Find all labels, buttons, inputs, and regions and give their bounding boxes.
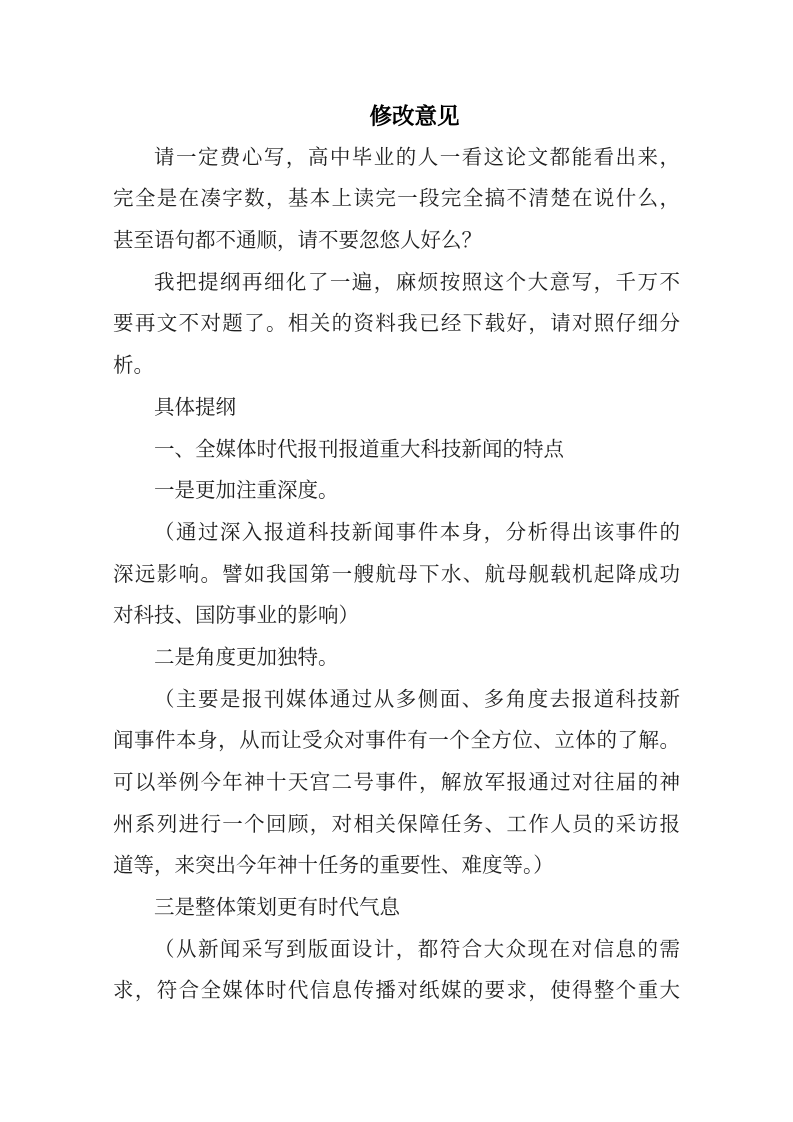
document-line: 道等，来突出今年神十任务的重要性、难度等。） <box>113 855 554 878</box>
document-line: 闻事件本身，从而让受众对事件有一个全方位、立体的了解。 <box>113 730 680 753</box>
document-line: 我把提纲再细化了一遍，麻烦按照这个大意写，千万不 <box>154 271 680 294</box>
document-body <box>113 96 680 1013</box>
document-paragraphs <box>113 138 680 1013</box>
document-line: 一、全媒体时代报刊报道重大科技新闻的特点 <box>154 438 564 461</box>
document-line: 一是更加注重深度。 <box>154 480 339 503</box>
document-line: 完全是在凑字数，基本上读完一段完全搞不清楚在说什么， <box>113 188 680 211</box>
document-line: 二是角度更加独特。 <box>154 646 339 669</box>
document-line: 具体提纲 <box>154 396 236 419</box>
document-line: 请一定费心写，高中毕业的人一看这论文都能看出来， <box>154 146 680 169</box>
document-line: 求，符合全媒体时代信息传播对纸媒的要求，使得整个重大 <box>113 980 680 1003</box>
document-line: 对科技、国防事业的影响） <box>113 605 359 628</box>
document-line: 可以举例今年神十天宫二号事件，解放军报通过对往届的神 <box>113 772 680 794</box>
document-line: 州系列进行一个回顾，对相关保障任务、工作人员的采访报 <box>113 813 680 836</box>
document-line: 深远影响。譬如我国第一艘航母下水、航母舰载机起降成功 <box>113 563 680 586</box>
document-line: 析。 <box>113 355 154 378</box>
document-line: 三是整体策划更有时代气息 <box>154 897 400 920</box>
document-line: （通过深入报道科技新闻事件本身，分析得出该事件的 <box>154 521 680 544</box>
document-line: 甚至语句都不通顺，请不要忽悠人好么？ <box>113 230 482 253</box>
document-line: （主要是报刊媒体通过从多侧面、多角度去报道科技新 <box>154 688 680 711</box>
document-title: 修改意见 <box>369 104 460 129</box>
document-line: （从新闻采写到版面设计，都符合大众现在对信息的需 <box>154 938 680 961</box>
document-line: 要再文不对题了。相关的资料我已经下载好，请对照仔细分 <box>113 313 680 336</box>
